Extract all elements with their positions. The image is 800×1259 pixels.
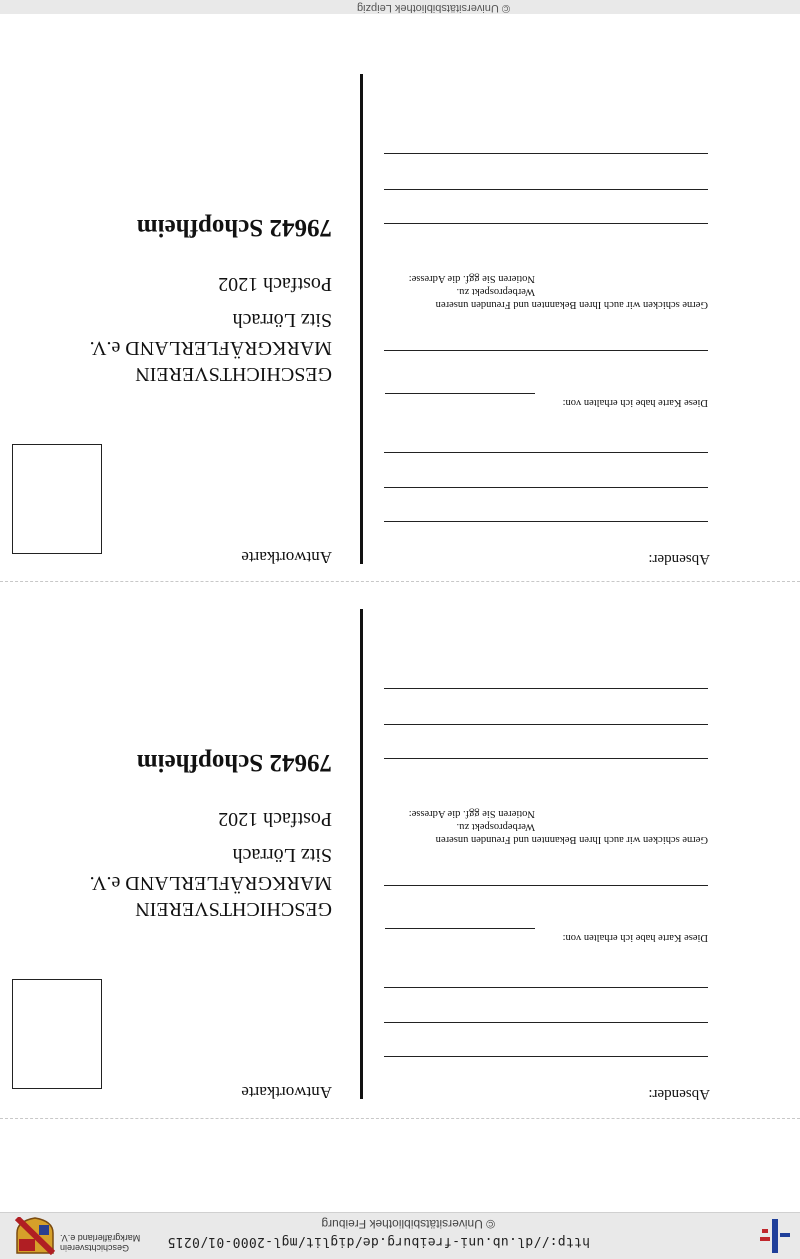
received-from-line [385, 928, 535, 929]
card-type-label: Antwortkarte [241, 1083, 332, 1102]
card-divider [360, 609, 363, 1099]
referral-note: Werbeprospekt zu. [456, 821, 535, 832]
address-entry-line [384, 350, 708, 351]
address-entry-line [384, 885, 708, 886]
referral-note: Werbeprospekt zu. [456, 286, 535, 297]
sender-line [384, 452, 708, 453]
received-from-label: Diese Karte habe ich erhalten von: [562, 932, 708, 943]
viewer-info-bar [0, 1212, 800, 1259]
sender-line [384, 987, 708, 988]
address-line: Sitz Lörrach [232, 309, 332, 331]
reply-card-lower [0, 594, 800, 1114]
perforation-line [0, 581, 800, 582]
received-from-label: Diese Karte habe ich erhalten von: [562, 397, 708, 408]
copyright-text-secondary: © Universitätsbibliothek Leipzig [356, 2, 510, 14]
card-type-label: Antwortkarte [241, 548, 332, 567]
received-from-line [385, 393, 535, 394]
sender-line [384, 521, 708, 522]
sender-label: Absender: [648, 1086, 710, 1102]
copyright-text: © Universitätsbibliothek Freiburg [321, 1217, 495, 1231]
city-line: 79642 Schopfheim [136, 749, 332, 776]
referral-note: Gerne schicken wir auch Ihren Bekannten und Freunden unseren [435, 834, 708, 845]
address-entry-line [384, 223, 708, 224]
referral-note: Notieren Sie ggf. die Adresse: [408, 273, 535, 284]
address-entry-line [384, 189, 708, 190]
sender-line [384, 1022, 708, 1023]
address-entry-line [384, 758, 708, 759]
address-line: Postfach 1202 [218, 808, 332, 830]
viewer-top-strip [0, 0, 800, 14]
address-entry-line [384, 153, 708, 154]
university-library-logo [758, 1217, 792, 1255]
referral-note: Notieren Sie ggf. die Adresse: [408, 808, 535, 819]
stamp-box [12, 979, 102, 1089]
address-line: MARKGRÄFLERLAND e.V. [89, 337, 332, 359]
reply-card-upper [0, 59, 800, 579]
sender-label: Absender: [648, 551, 710, 567]
stamp-box [12, 444, 102, 554]
address-line: Postfach 1202 [218, 273, 332, 295]
address-line: GESCHICHTSVEREIN [135, 363, 332, 385]
sender-line [384, 1056, 708, 1057]
address-line: Sitz Lörrach [232, 844, 332, 866]
society-coat-of-arms-icon [15, 1217, 55, 1255]
address-entry-line [384, 724, 708, 725]
address-entry-line [384, 688, 708, 689]
address-line: GESCHICHTSVEREIN [135, 898, 332, 920]
source-url[interactable]: http://dl.ub.uni-freiburg.de/diglit/mgl-2000-01/0215 [167, 1234, 590, 1249]
perforation-line [0, 1118, 800, 1119]
sender-line [384, 487, 708, 488]
society-logo-text: Geschichtsverein Markgräflerland e.V. [60, 1233, 141, 1253]
address-line: MARKGRÄFLERLAND e.V. [89, 872, 332, 894]
card-divider [360, 74, 363, 564]
city-line: 79642 Schopfheim [136, 214, 332, 241]
referral-note: Gerne schicken wir auch Ihren Bekannten und Freunden unseren [435, 299, 708, 310]
